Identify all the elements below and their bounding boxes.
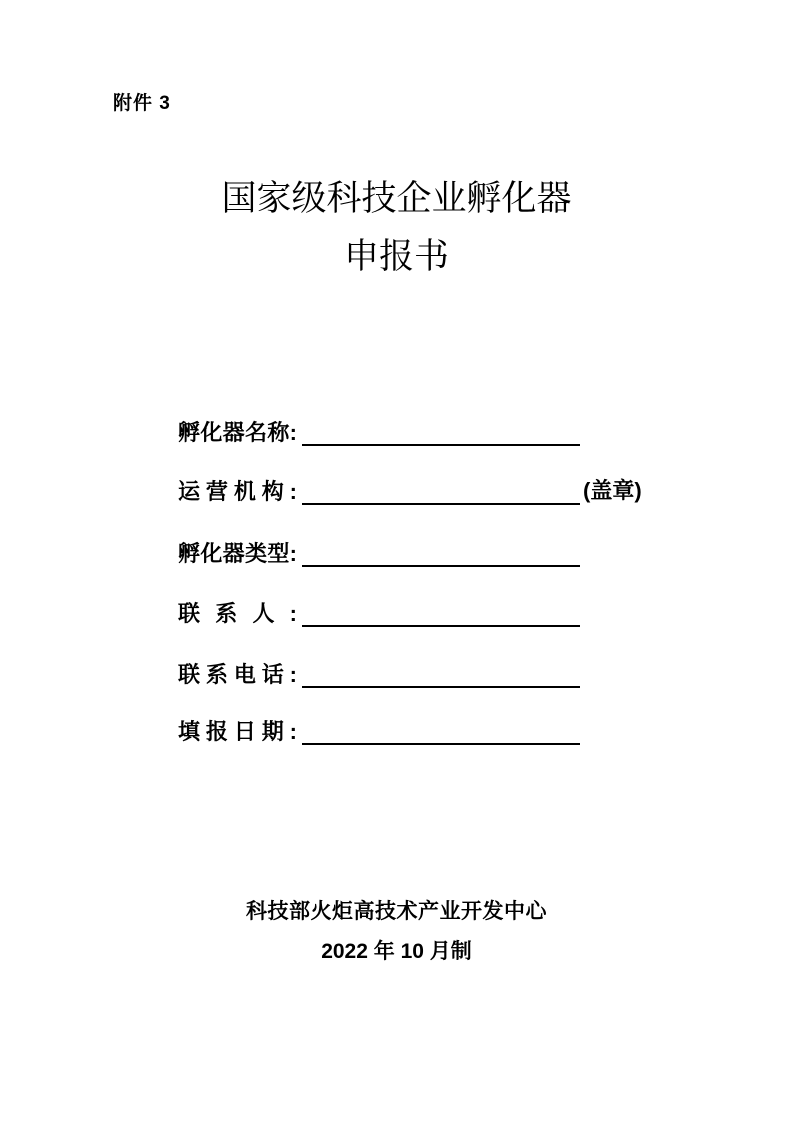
incubator-name-label: 孵 化 器 名 称 : [178,420,297,445]
incubator-type-blank[interactable] [302,540,580,567]
title-line-1: 国家级科技企业孵化器 [221,179,572,218]
footer-date: 2022 年 10 月制 [321,940,472,963]
operating-org-blank[interactable] [302,478,580,505]
contact-person-label: 联 系 人 : [178,601,297,626]
field-row-contact-person [178,600,580,627]
field-row-incubator-name [178,419,580,446]
incubator-type-label: 孵 化 器 类 型 : [178,541,297,566]
contact-person-blank[interactable] [302,600,580,627]
document-title [0,170,793,286]
field-row-filing-date [178,718,580,745]
seal-note: (盖章) [583,478,642,503]
contact-phone-label: 联 系 电 话 : [178,662,297,687]
attachment-label: 附件 3 [113,93,171,114]
incubator-name-blank[interactable] [302,419,580,446]
field-row-operating-org [178,478,642,505]
title-line-2: 申报书 [343,237,449,276]
contact-phone-blank[interactable] [302,661,580,688]
filing-date-blank[interactable] [302,718,580,745]
footer-organization: 科技部火炬高技术产业开发中心 [246,900,547,923]
filing-date-label: 填 报 日 期 : [178,719,297,744]
operating-org-label: 运 营 机 构 : [178,479,297,504]
field-row-contact-phone [178,661,580,688]
field-row-incubator-type [178,540,580,567]
